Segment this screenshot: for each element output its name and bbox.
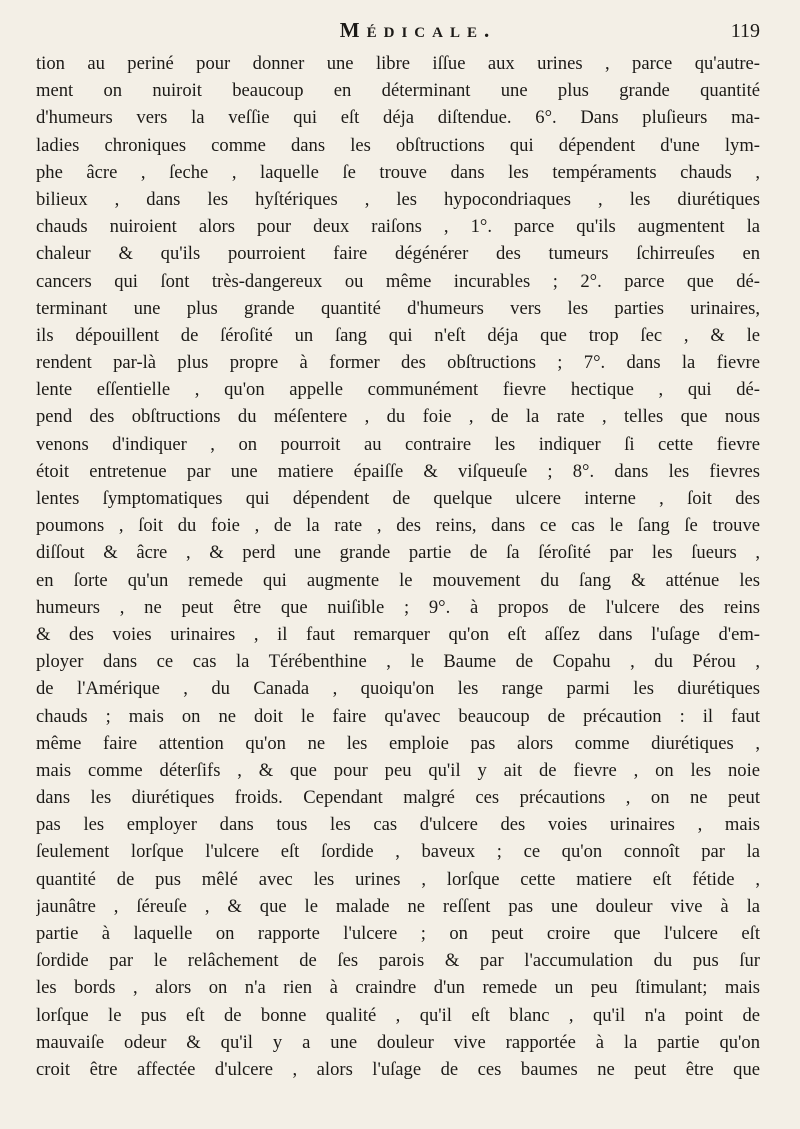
text-line: d'humeurs vers la veſſie qui eſt déja diſtendue. 6°. Dans pluſieurs ma- bbox=[36, 107, 760, 129]
text-line: & des voies urinaires , il faut remarquer qu'on eſt aſſez dans l'uſage d'em- bbox=[36, 623, 760, 645]
text-line: jaunâtre , ſéreuſe , & que le malade ne reſſent pas une douleur vive à la bbox=[36, 895, 760, 917]
text-line: ployer dans ce cas la Térébenthine , le Baume de Copahu , du Pérou , bbox=[36, 651, 760, 673]
text-line: lente eſſentielle , qu'on appelle communément fievre hectique , qui dé- bbox=[36, 379, 760, 401]
text-line: chaleur & qu'ils pourroient faire dégénérer des tumeurs ſchirreuſes en bbox=[36, 243, 760, 265]
text-line: bilieux , dans les hyſtériques , les hypocondriaques , les diurétiques bbox=[36, 188, 760, 210]
page-number: 119 bbox=[730, 20, 760, 42]
text-line: dans les diurétiques froids. Cependant malgré ces précautions , on ne peut bbox=[36, 787, 760, 809]
text-line: ladies chroniques comme dans les obſtructions qui dépendent d'une lym- bbox=[36, 134, 760, 156]
text-line: quantité de pus mêlé avec les urines , lorſque cette matiere eſt fétide , bbox=[36, 868, 760, 890]
text-line: cancers qui ſont très-dangereux ou même incurables ; 2°. parce que dé- bbox=[36, 270, 760, 292]
text-line: venons d'indiquer , on pourroit au contraire les indiquer ſi cette fievre bbox=[36, 433, 760, 455]
text-line: lorſque le pus eſt de bonne qualité , qu'il eſt blanc , qu'il n'a point de bbox=[36, 1004, 760, 1026]
text-line: pend des obſtructions du méſentere , du foie , de la rate , telles que nous bbox=[36, 406, 760, 428]
text-line: ment on nuiroit beaucoup en déterminant une plus grande quantité bbox=[36, 80, 760, 102]
text-line: terminant une plus grande quantité d'humeurs vers les parties urinaires, bbox=[36, 297, 760, 319]
text-line: chauds ; mais on ne doit le faire qu'avec beaucoup de précaution : il faut bbox=[36, 705, 760, 727]
text-line: tion au periné pour donner une libre iſſue aux urines , parce qu'autre- bbox=[36, 53, 760, 74]
text-line: ils dépouillent de ſéroſité un ſang qui n'eſt déja que trop ſec , & le bbox=[36, 324, 760, 346]
text-line: de l'Amérique , du Canada , quoiqu'on les range parmi les diurétiques bbox=[36, 678, 760, 700]
body-text bbox=[36, 50, 760, 1083]
text-line: mauvaiſe odeur & qu'il y a une douleur vive rapportée à la partie qu'on bbox=[36, 1031, 760, 1053]
text-line: ſordide par le relâchement de ſes parois & par l'accumulation du pus ſur bbox=[36, 950, 760, 972]
text-line: poumons , ſoit du foie , de la rate , des reins, dans ce cas le ſang ſe trouve bbox=[36, 515, 760, 537]
running-head-title: Médicale. bbox=[339, 18, 497, 42]
text-line: ſeulement lorſque l'ulcere eſt ſordide , baveux ; ce qu'on connoît par la bbox=[36, 841, 760, 863]
text-line: pas les employer dans tous les cas d'ulcere des voies urinaires , mais bbox=[36, 814, 760, 836]
text-line: partie à laquelle on rapporte l'ulcere ; on peut croire que l'ulcere eſt bbox=[36, 923, 760, 944]
text-line: chauds nuiroient alors pour deux raiſons , 1°. parce qu'ils augmentent la bbox=[36, 216, 760, 238]
text-line: croit être affectée d'ulcere , alors l'uſage de ces baumes ne peut être que bbox=[36, 1058, 760, 1080]
text-line: mais comme déterſifs , & que pour peu qu'il y ait de fievre , on les noie bbox=[36, 759, 760, 781]
text-line: lentes ſymptomatiques qui dépendent de quelque ulcere interne , ſoit des bbox=[36, 488, 760, 509]
text-line: les bords , alors on n'a rien à craindre d'un remede un peu ſtimulant; mais bbox=[36, 977, 760, 999]
text-line: diſſout & âcre , & perd une grande partie de ſa ſéroſité par les ſueurs , bbox=[36, 542, 760, 564]
text-line: étoit entretenue par une matiere épaiſſe & viſqueuſe ; 8°. dans les fievres bbox=[36, 460, 760, 482]
text-line: même faire attention qu'on ne les emploie pas alors comme diurétiques , bbox=[36, 732, 760, 754]
text-line: phe âcre , ſeche , laquelle ſe trouve dans les tempéraments chauds , bbox=[36, 161, 760, 183]
text-line: rendent par-là plus propre à former des obſtructions ; 7°. dans la fievre bbox=[36, 352, 760, 374]
text-line: en ſorte qu'un remede qui augmente le mouvement du ſang & atténue les bbox=[36, 569, 760, 591]
running-head bbox=[36, 18, 760, 48]
text-line: humeurs , ne peut être que nuiſible ; 9°. à propos de l'ulcere des reins bbox=[36, 596, 760, 618]
